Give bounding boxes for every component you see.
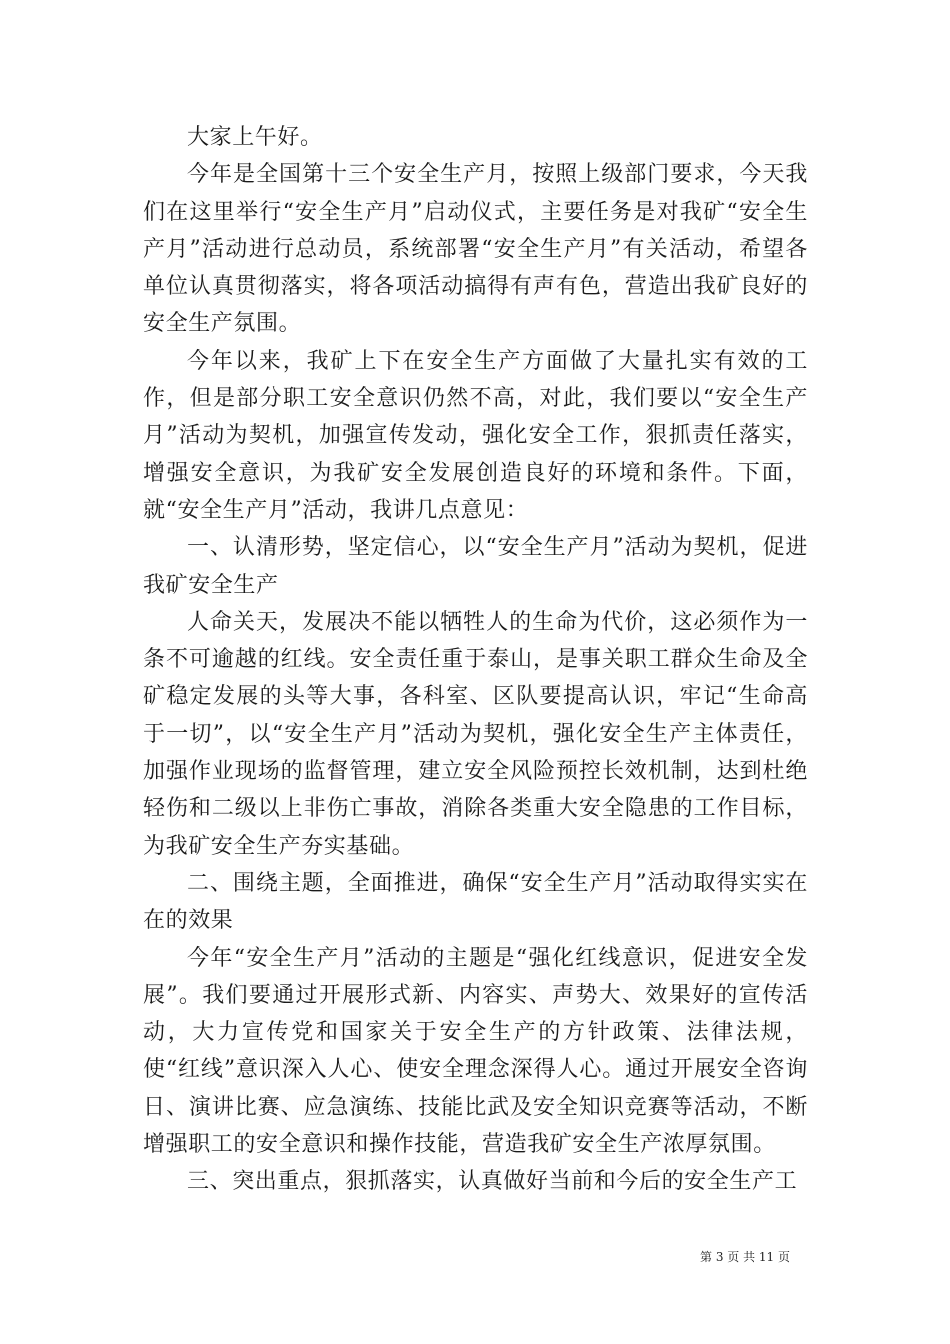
paragraph-section-2: 今年“安全生产月”活动的主题是“强化红线意识，促进安全发展”。我们要通过开展形式新、内容实、声势大、效果好的宣传活动，大力宣传党和国家关于安全生产的方针政策、法律法规，使“红线”意识深入人心、使安全理念深得人心。通过开展安全咨询日、演讲比赛、应急演练、技能比武及安全知识竞赛等活动，不断增强职工的安全意识和操作技能，营造我矿安全生产浓厚氛围。 (143, 945, 808, 1158)
section-heading-1: 一、认清形势，坚定信心，以“安全生产月”活动为契机，促进我矿安全生产 (143, 535, 808, 598)
paragraph-greeting: 大家上午好。 (187, 125, 323, 150)
section-heading-3: 三、突出重点，狠抓落实，认真做好当前和今后的安全生产工 (187, 1169, 798, 1195)
paragraph-section-1: 人命关天，发展决不能以牺牲人的生命为代价，这必须作为一条不可逾越的红线。安全责任重于泰山，是事关职工群众生命及全矿稳定发展的头等大事，各科室、区队要提高认识，牢记“生命高于一切”，以“安全生产月”活动为契机，强化安全生产主体责任，加强作业现场的监督管理，建立安全风险预控长效机制，达到杜绝轻伤和二级以上非伤亡事故，消除各类重大安全隐患的工作目标，为我矿安全生产夯实基础。 (143, 609, 808, 859)
page-number-footer: 第 3 页 共 11 页 (700, 1250, 790, 1264)
paragraph-overview: 今年以来，我矿上下在安全生产方面做了大量扎实有效的工作，但是部分职工安全意识仍然不高，对此，我们要以“安全生产月”活动为契机，加强宣传发动，强化安全工作，狠抓责任落实，增强安全意识，为我矿安全发展创造良好的环境和条件。下面，就“安全生产月”活动，我讲几点意见： (143, 348, 808, 523)
paragraph-intro: 今年是全国第十三个安全生产月，按照上级部门要求，今天我们在这里举行“安全生产月”启动仪式，主要任务是对我矿“安全生产月”活动进行总动员，系统部署“安全生产月”有关活动，希望各单位认真贯彻落实，将各项活动搞得有声有色，营造出我矿良好的安全生产氛围。 (143, 162, 808, 337)
document-body (143, 119, 808, 1201)
section-heading-2: 二、围绕主题，全面推进，确保“安全生产月”活动取得实实在在的效果 (143, 870, 808, 934)
